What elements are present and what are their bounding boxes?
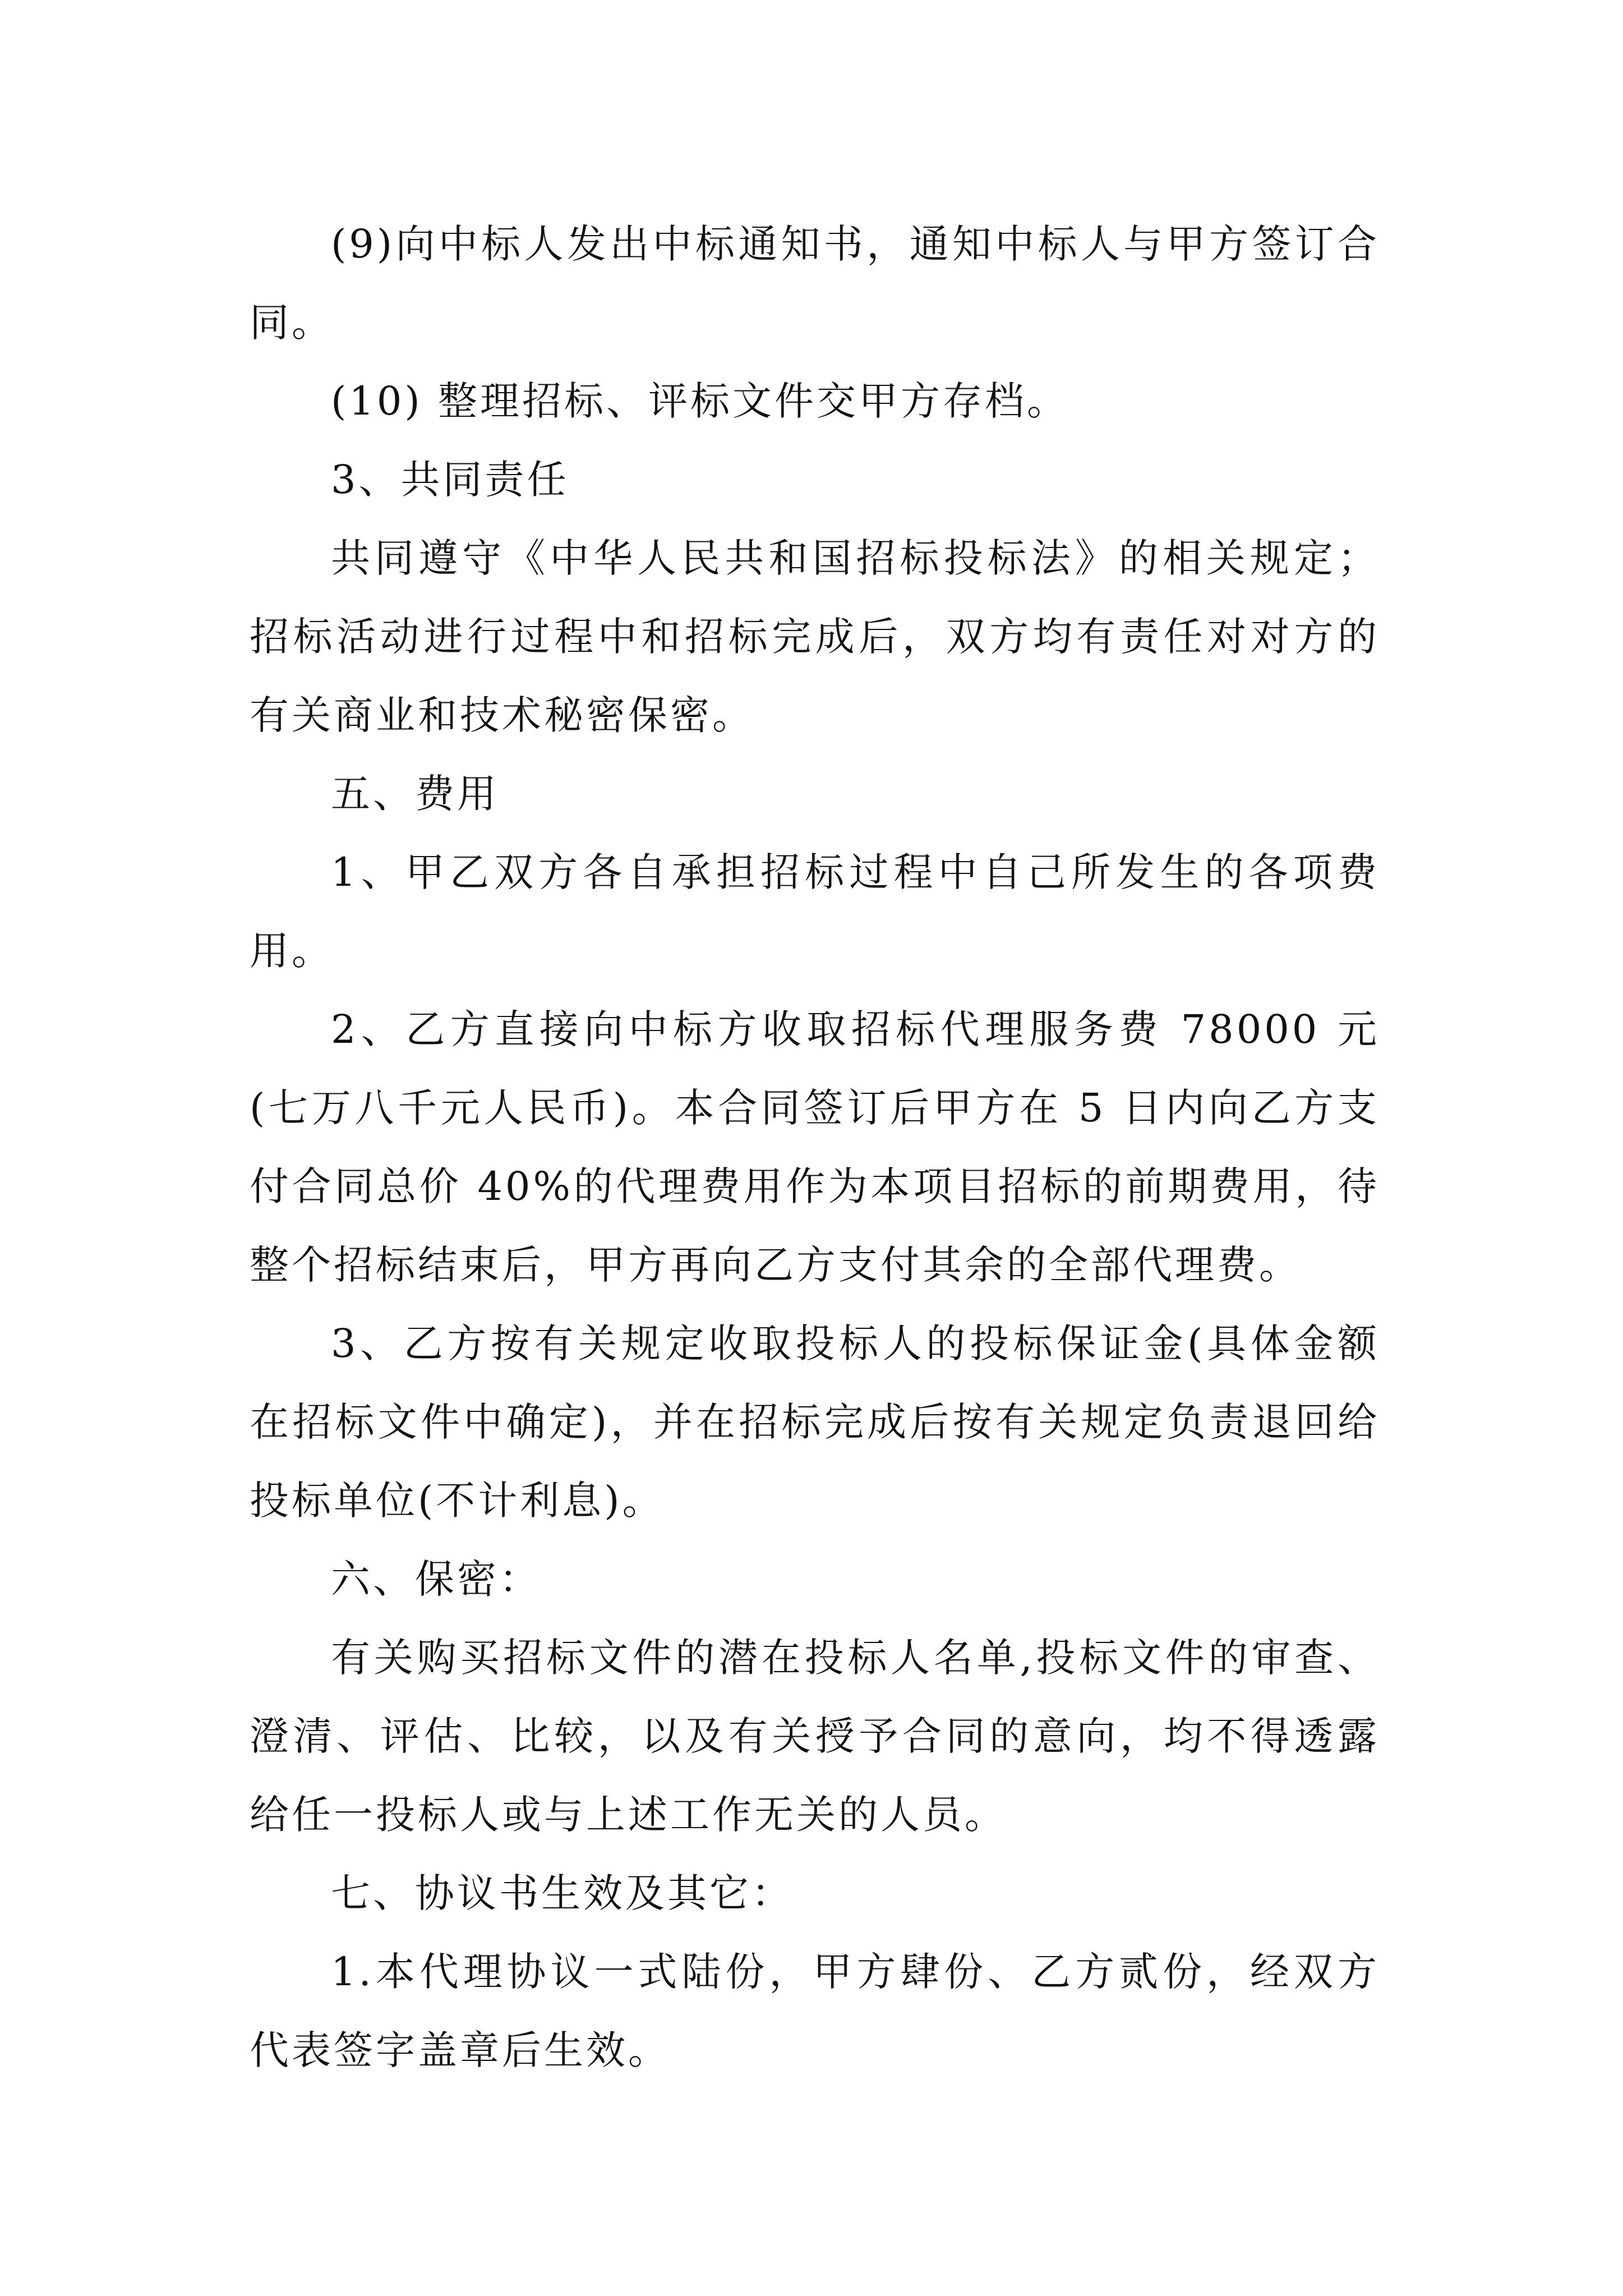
heading-fees: 五、费用 [331,771,499,817]
paragraph-effect-1: 1.本代理协议一式陆份，甲方肆份、乙方贰份，经双方代表签字盖章后生效。 [250,1949,1380,2073]
heading-confidentiality: 六、保密： [331,1556,541,1602]
paragraph-fees-3: 3、乙方按有关规定收取投标人的投标保证金(具体金额在招标文件中确定)，并在招标完成后按有关规定负责退回给投标单位(不计利息)。 [250,1320,1380,1524]
paragraph-joint-responsibility: 共同遵守《中华人民共和国招标投标法》的相关规定；招标活动进行过程中和招标完成后，双方均有责任对对方的有关商业和技术秘密保密。 [250,535,1380,738]
heading-effect-and-other: 七、协议书生效及其它： [331,1870,794,1916]
paragraph-fees-2: 2、乙方直接向中标方收取招标代理服务费 78000 元(七万八千元人民币)。本合同签订后甲方在 5 日内向乙方支付合同总价 40%的代理费用作为本项目招标的前期费用，待整个招标结束后，甲方再向乙方支付其余的全部代理费。 [250,1006,1380,1288]
document-page [250,205,1380,2090]
heading-joint-responsibility: 3、共同责任 [331,457,569,503]
paragraph-item-9: (9)向中标人发出中标通知书，通知中标人与甲方签订合同。 [250,221,1380,346]
paragraph-fees-1: 1、甲乙双方各自承担招标过程中自己所发生的各项费用。 [250,849,1380,974]
paragraph-confidentiality: 有关购买招标文件的潜在投标人名单,投标文件的审查、澄清、评估、比较，以及有关授予合同的意向，均不得透露给任一投标人或与上述工作无关的人员。 [250,1635,1380,1838]
paragraph-item-10: (10) 整理招标、评标文件交甲方存档。 [331,378,1069,424]
